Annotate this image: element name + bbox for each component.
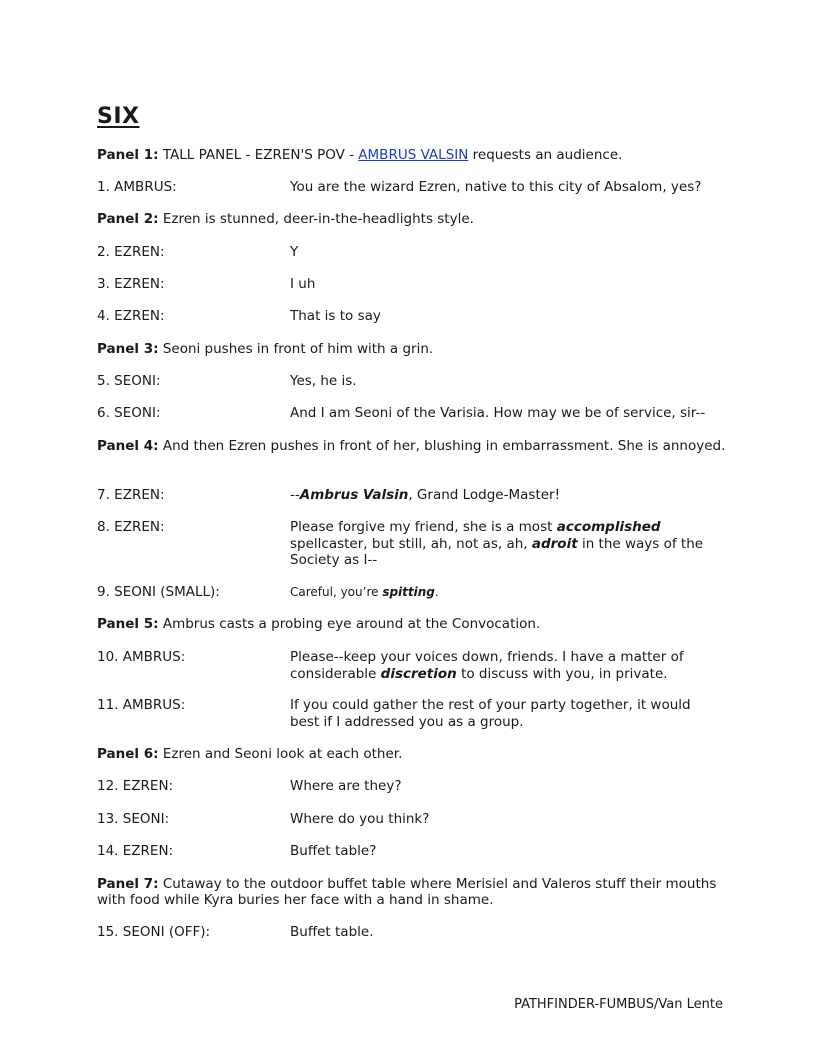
emphasized-text: discretion <box>380 665 457 682</box>
speaker-label: 12. EZREN: <box>97 778 174 794</box>
dialogue-text: I uh <box>290 276 316 292</box>
dialogue-text: Buffet table. <box>290 924 374 940</box>
ambrus-valsin-link[interactable]: AMBRUS VALSIN <box>358 147 469 163</box>
panel-text: Ezren is stunned, deer-in-the-headlights style. <box>162 211 474 227</box>
dialogue-text <box>290 649 722 682</box>
dialogue-text-part: in the ways of the Society as I-- <box>290 535 704 568</box>
speaker-label: 15. SEONI (OFF): <box>97 924 211 940</box>
dialogue-text <box>290 519 722 569</box>
panel-text: Seoni pushes in front of him with a grin. <box>162 341 434 357</box>
dialogue-text: Yes, he is. <box>290 373 357 389</box>
dialogue-text-part: Careful, you’re <box>290 585 379 599</box>
dialogue-text: Buffet table? <box>290 843 377 859</box>
speaker-label: 5. SEONI: <box>97 373 161 389</box>
dialogue-text-part: . <box>434 585 439 599</box>
speaker-label: 7. EZREN: <box>97 487 165 503</box>
speaker-label: 4. EZREN: <box>97 308 165 324</box>
dialogue-text <box>290 584 722 601</box>
dialogue-text: Where do you think? <box>290 811 430 827</box>
dialogue-text-part: Please--keep your voices down, friends. I have a matter of considerable <box>290 649 684 682</box>
dialogue-text-part: -- <box>290 487 300 503</box>
speaker-label: 10. AMBRUS: <box>97 649 186 665</box>
panel-description <box>97 616 727 632</box>
dialogue-text: You are the wizard Ezren, native to this city of Absalom, yes? <box>290 179 702 195</box>
panel-label: Panel 7: <box>97 876 159 892</box>
panel-text: TALL PANEL - EZREN'S POV - <box>162 147 354 163</box>
dialogue-text-part: Please forgive my friend, she is a most <box>290 519 553 535</box>
speaker-label: 1. AMBRUS: <box>97 179 177 195</box>
dialogue-text-part: , Grand Lodge-Master! <box>408 487 561 503</box>
dialogue-text: Y <box>290 244 299 260</box>
speaker-label: 3. EZREN: <box>97 276 165 292</box>
dialogue-text: If you could gather the rest of your party together, it would best if I addressed you as a group. <box>290 697 691 730</box>
speaker-label: 9. SEONI (SMALL): <box>97 584 220 600</box>
panel-description <box>97 147 727 163</box>
panel-text: requests an audience. <box>472 147 623 163</box>
script-page <box>97 0 737 1061</box>
panel-label: Panel 2: <box>97 211 159 227</box>
panel-text: Ambrus casts a probing eye around at the Convocation. <box>162 616 541 632</box>
page-footer: PATHFINDER-FUMBUS/Van Lente <box>514 997 723 1012</box>
dialogue-text-part: to discuss with you, in private. <box>461 665 668 682</box>
panel-description <box>97 211 727 227</box>
emphasized-text: Ambrus Valsin <box>299 487 409 503</box>
dialogue-text-part: spellcaster, but still, ah, not as, ah, <box>290 535 528 552</box>
panel-label: Panel 4: <box>97 438 159 454</box>
panel-description <box>97 746 727 762</box>
speaker-label: 13. SEONI: <box>97 811 170 827</box>
emphasized-text: accomplished <box>556 519 661 535</box>
panel-label: Panel 1: <box>97 147 159 163</box>
panel-label: Panel 5: <box>97 616 159 632</box>
speaker-label: 14. EZREN: <box>97 843 174 859</box>
dialogue-text: Where are they? <box>290 778 402 794</box>
dialogue-text: That is to say <box>290 308 381 324</box>
speaker-label: 6. SEONI: <box>97 405 161 421</box>
panel-text: Cutaway to the outdoor buffet table where Merisiel and Valeros stuff their mouths with food while Kyra buries her face with a hand in shame. <box>97 876 717 908</box>
panel-text: Ezren and Seoni look at each other. <box>162 746 403 762</box>
dialogue-text: And I am Seoni of the Varisia. How may we be of service, sir-- <box>290 405 706 421</box>
dialogue-text <box>290 487 722 504</box>
speaker-label: 8. EZREN: <box>97 519 165 535</box>
page-heading: SIX <box>97 104 140 129</box>
panel-description <box>97 438 727 454</box>
emphasized-text: adroit <box>531 535 578 552</box>
emphasized-text: spitting <box>382 585 435 599</box>
speaker-label: 2. EZREN: <box>97 244 165 260</box>
panel-text: And then Ezren pushes in front of her, blushing in embarrassment. She is annoyed. <box>162 438 726 454</box>
speaker-label: 11. AMBRUS: <box>97 697 186 713</box>
panel-description <box>97 341 727 357</box>
panel-description <box>97 876 727 908</box>
panel-label: Panel 3: <box>97 341 159 357</box>
panel-label: Panel 6: <box>97 746 159 762</box>
